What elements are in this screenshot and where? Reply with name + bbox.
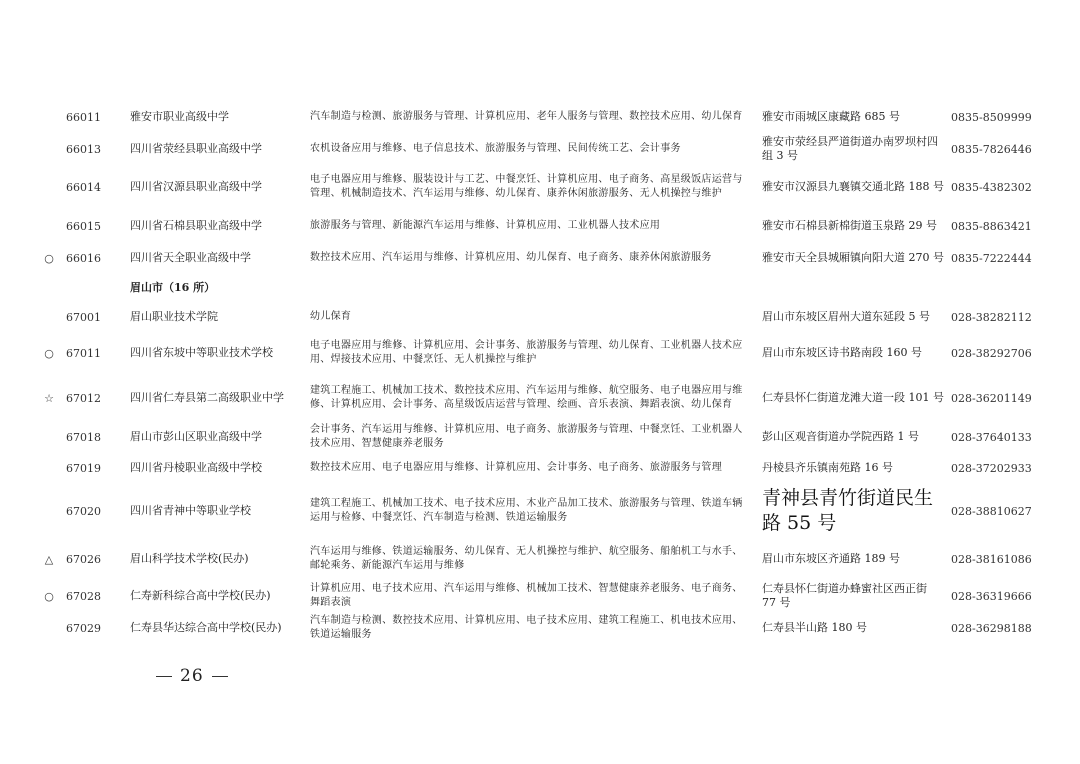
table-row	[0, 422, 1080, 452]
table-row	[0, 374, 1080, 422]
address: 眉山市东坡区诗书路南段 160 号	[762, 346, 922, 359]
address: 仁寿县怀仁街道龙滩大道一段 101 号	[762, 391, 944, 404]
address: 青神县青竹街道民生路 55 号	[762, 487, 934, 534]
page-number-dash-right	[212, 676, 228, 677]
table-row	[0, 452, 1080, 484]
table-row	[0, 164, 1080, 210]
school-name: 四川省石棉县职业高级中学	[130, 219, 262, 232]
school-name: 仁寿新科综合高中学校(民办)	[130, 589, 271, 602]
row-mark	[38, 484, 60, 538]
school-name: 四川省青神中等职业学校	[130, 504, 251, 517]
phone: 0835-8509999	[951, 110, 1032, 124]
school-code: 67012	[66, 391, 101, 405]
majors: 数控技术应用、电子电器应用与维修、计算机应用、会计事务、电子商务、旅游服务与管理	[310, 462, 722, 473]
table-row	[0, 612, 1080, 644]
address: 眉山市东坡区眉州大道东延段 5 号	[762, 310, 930, 323]
school-name: 仁寿县华达综合高中学校(民办)	[130, 621, 282, 634]
section-title: 眉山市（16 所）	[130, 281, 216, 294]
school-code: 66016	[66, 251, 101, 265]
address: 雅安市石棉县新棉街道玉泉路 29 号	[762, 219, 937, 232]
phone: 0835-7826446	[951, 142, 1032, 156]
school-name: 四川省汉源县职业高级中学	[130, 180, 262, 193]
table-row	[0, 543, 1080, 575]
phone: 028-36319666	[951, 589, 1032, 603]
table-row	[0, 210, 1080, 242]
majors: 电子电器应用与维修、计算机应用、会计事务、旅游服务与管理、幼儿保育、工业机器人技术应用、焊接技术应用、中餐烹饪、无人机操控与维护	[310, 340, 743, 365]
school-code: 67018	[66, 430, 101, 444]
phone: 0835-8863421	[951, 219, 1032, 233]
majors: 建筑工程施工、机械加工技术、电子技术应用、木业产品加工技术、旅游服务与管理、铁道车辆运用与检修、中餐烹饪、汽车制造与检测、铁道运输服务	[310, 498, 743, 523]
majors: 会计事务、汽车运用与维修、计算机应用、电子商务、旅游服务与管理、中餐烹饪、工业机器人技术应用、智慧健康养老服务	[310, 424, 743, 449]
school-code: 67001	[66, 310, 101, 324]
school-name: 眉山市彭山区职业高级中学	[130, 430, 262, 443]
address: 雅安市天全县城厢镇向阳大道 270 号	[762, 251, 944, 264]
majors: 农机设备应用与维修、电子信息技术、旅游服务与管理、民间传统工艺、会计事务	[310, 143, 681, 154]
row-mark	[38, 134, 60, 164]
phone: 028-38161086	[951, 552, 1032, 566]
majors: 汽车制造与检测、数控技术应用、计算机应用、电子技术应用、建筑工程施工、机电技术应用、铁道运输服务	[310, 615, 743, 640]
address: 雅安市汉源县九襄镇交通北路 188 号	[762, 180, 944, 193]
phone: 028-36298188	[951, 621, 1032, 635]
address: 雅安市荥经县严道街道办南罗坝村四组 3 号	[762, 135, 938, 162]
row-mark: ○	[44, 251, 54, 265]
school-code: 66015	[66, 219, 101, 233]
phone: 0835-4382302	[951, 180, 1032, 194]
address: 丹棱县齐乐镇南苑路 16 号	[762, 461, 893, 474]
phone: 028-38282112	[951, 310, 1032, 324]
page-number-value: 26	[180, 666, 204, 686]
row-mark: △	[44, 552, 54, 566]
majors: 幼儿保育	[310, 311, 352, 322]
row-mark	[38, 304, 60, 330]
table-row	[0, 336, 1080, 370]
address: 眉山市东坡区齐通路 189 号	[762, 552, 900, 565]
address: 彭山区观音街道办学院西路 1 号	[762, 430, 919, 443]
address: 仁寿县怀仁街道办蜂蜜社区西正街 77 号	[762, 582, 927, 609]
majors: 电子电器应用与维修、服装设计与工艺、中餐烹饪、计算机应用、电子商务、高星级饭店运营与管理、机械制造技术、汽车运用与维修、幼儿保育、康养休闲旅游服务、无人机操控与维护	[310, 174, 743, 199]
table-row	[0, 484, 1080, 538]
phone: 028-37202933	[951, 461, 1032, 475]
table-row	[0, 242, 1080, 274]
school-code: 67029	[66, 621, 101, 635]
row-mark	[38, 100, 60, 134]
table-row	[0, 134, 1080, 164]
table-row	[0, 304, 1080, 330]
majors: 数控技术应用、汽车运用与维修、计算机应用、幼儿保育、电子商务、康养休闲旅游服务	[310, 252, 712, 263]
phone: 028-37640133	[951, 430, 1032, 444]
row-mark	[38, 612, 60, 644]
school-name: 眉山职业技术学院	[130, 310, 218, 323]
row-mark	[38, 452, 60, 484]
school-name: 四川省天全职业高级中学	[130, 251, 251, 264]
school-code: 67019	[66, 461, 101, 475]
address: 仁寿县半山路 180 号	[762, 621, 867, 634]
school-name: 四川省东坡中等职业技术学校	[130, 346, 273, 359]
school-code: 67028	[66, 589, 101, 603]
row-mark: ○	[44, 346, 54, 360]
majors: 汽车运用与维修、铁道运输服务、幼儿保育、无人机操控与维护、航空服务、船舶机工与水手、邮轮乘务、新能源汽车运用与维修	[310, 546, 743, 571]
school-name: 四川省丹棱职业高级中学校	[130, 461, 262, 474]
school-name: 雅安市职业高级中学	[130, 110, 229, 123]
phone: 0835-7222444	[951, 251, 1032, 265]
phone: 028-38810627	[951, 504, 1032, 518]
school-code: 67020	[66, 504, 101, 518]
row-mark	[38, 210, 60, 242]
school-code: 66014	[66, 180, 101, 194]
address: 雅安市雨城区康藏路 685 号	[762, 110, 900, 123]
row-mark: ○	[44, 589, 54, 603]
majors: 计算机应用、电子技术应用、汽车运用与维修、机械加工技术、智慧健康养老服务、电子商务、舞蹈表演	[310, 583, 743, 608]
page-number-dash-left	[156, 676, 172, 677]
table-row	[0, 100, 1080, 134]
row-mark	[38, 422, 60, 452]
school-code: 67026	[66, 552, 101, 566]
school-code: 66013	[66, 142, 101, 156]
school-name: 四川省荥经县职业高级中学	[130, 142, 262, 155]
table-row	[0, 579, 1080, 613]
majors: 旅游服务与管理、新能源汽车运用与维修、计算机应用、工业机器人技术应用	[310, 220, 661, 231]
phone: 028-36201149	[951, 391, 1032, 405]
school-name: 四川省仁寿县第二高级职业中学	[130, 391, 284, 404]
school-name: 眉山科学技术学校(民办)	[130, 552, 249, 565]
phone: 028-38292706	[951, 346, 1032, 360]
school-code: 66011	[66, 110, 101, 124]
row-mark: ☆	[44, 391, 54, 405]
school-code: 67011	[66, 346, 101, 360]
row-mark	[38, 164, 60, 210]
majors: 建筑工程施工、机械加工技术、数控技术应用、汽车运用与维修、航空服务、电子电器应用与维修、计算机应用、会计事务、高星级饭店运营与管理、绘画、音乐表演、舞蹈表演、幼儿保育	[310, 385, 743, 410]
page-number	[148, 664, 236, 688]
majors: 汽车制造与检测、旅游服务与管理、计算机应用、老年人服务与管理、数控技术应用、幼儿保育	[310, 111, 743, 122]
